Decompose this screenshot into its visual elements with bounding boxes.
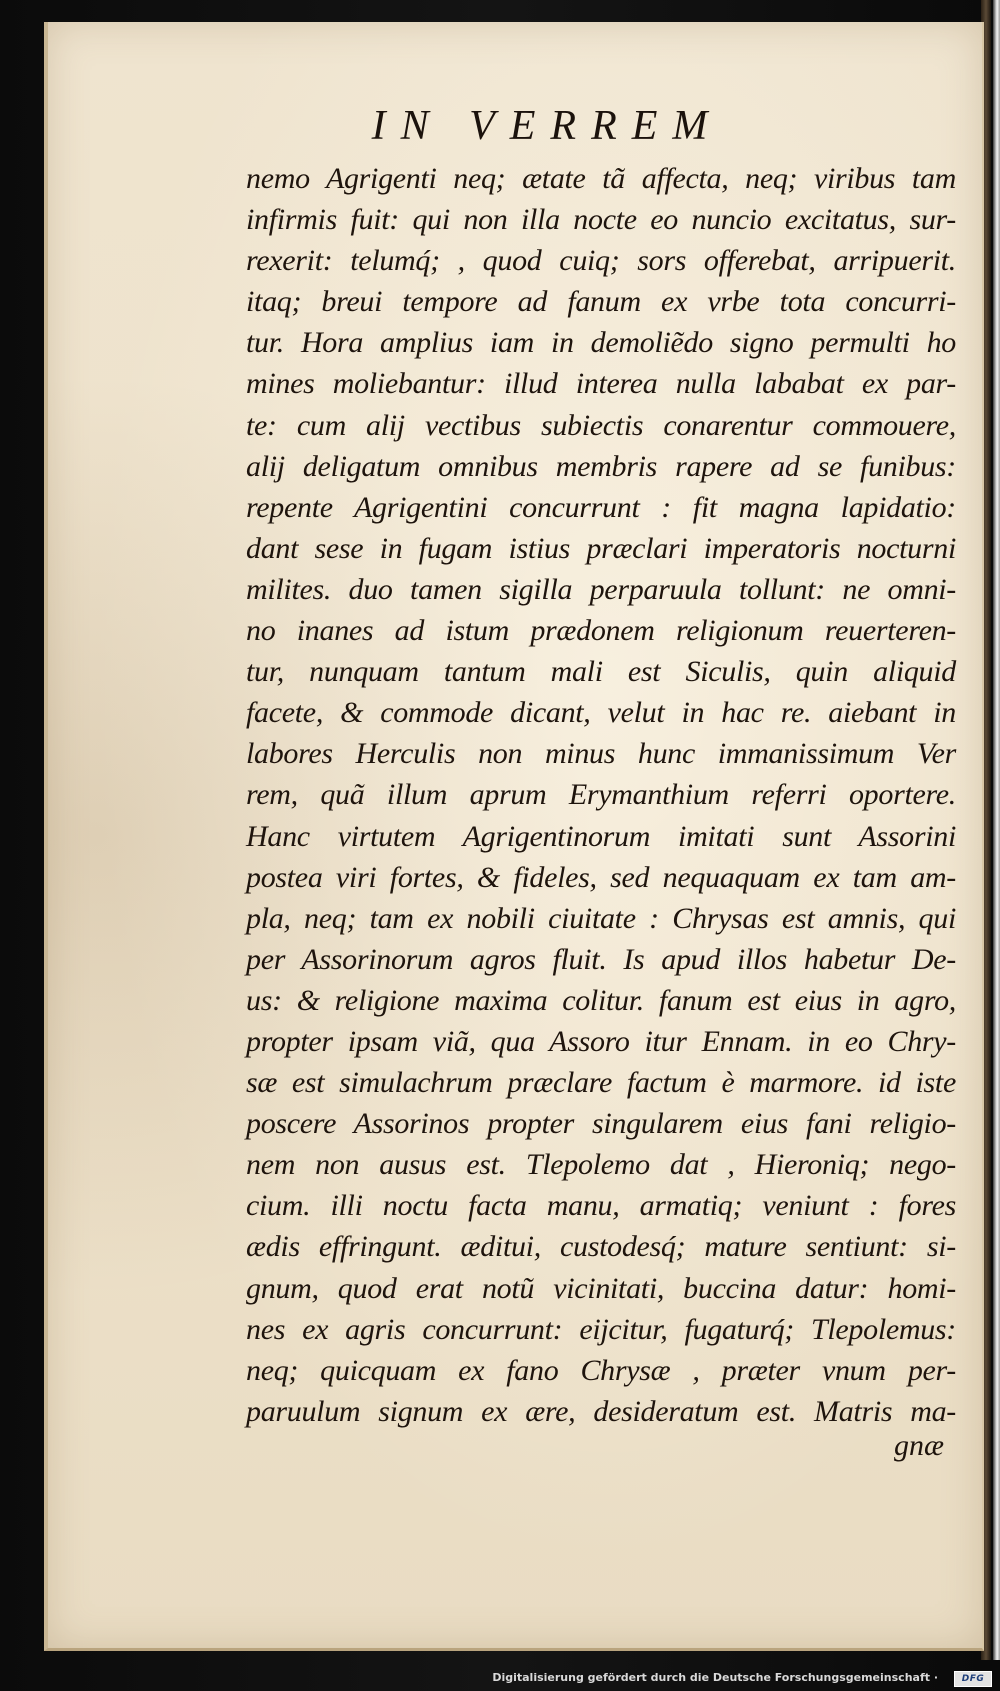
text-line: tur, nunquam tantum mali est Siculis, quin aliquid (246, 655, 956, 689)
text-line: rexerit: telumq́; , quod cuiq; sors offerebat, arripuerit. (246, 244, 956, 278)
catchword: gnæ (894, 1429, 945, 1462)
text-line: nes ex agris concurrunt: eijcitur, fugaturq́; Tlepolemus: (246, 1312, 956, 1346)
text-line: milites. duo tamen sigilla perparuula tollunt: ne omni- (246, 572, 956, 606)
text-line: cium. illi noctu facta manu, armatiq; veniunt : fores (246, 1189, 956, 1223)
text-line: us: & religione maxima colitur. fanum est eius in agro, (246, 983, 956, 1017)
digitization-credit: Digitalisierung gefördert durch die Deutsche Forschungsgemeinschaft · (492, 1671, 938, 1684)
text-line: no inanes ad istum prædonem religionum reuerteren- (246, 614, 956, 648)
text-line: propter ipsam viã, qua Assoro itur Ennam. in eo Chry- (246, 1024, 956, 1058)
text-line: rem, quã illum aprum Erymanthium referri oportere. (246, 778, 956, 812)
text-line: te: cum alij vectibus subiectis conarentur commouere, (246, 408, 956, 442)
text-line: gnum, quod erat notũ vicinitati, buccina datur: homi- (246, 1271, 956, 1305)
text-line: nem non ausus est. Tlepolemo dat , Hieroniq; nego- (246, 1148, 956, 1182)
scanner-edge-strip (993, 0, 1000, 1660)
text-line: neq; quicquam ex fano Chrysæ , præter vnum per- (246, 1353, 956, 1387)
text-line: paruulum signum ex ære, desideratum est. Matris ma- (246, 1394, 956, 1428)
running-header: IN VERREM (371, 103, 723, 149)
text-line: itaq; breui tempore ad fanum ex vrbe tota concurri- (246, 285, 956, 319)
text-line: sæ est simulachrum præclare factum è marmore. id iste (246, 1066, 956, 1100)
dfg-logo-text: DFG (961, 1674, 985, 1684)
text-line: Hanc virtutem Agrigentinorum imitati sunt Assorini (246, 819, 956, 853)
text-line: per Assorinorum agros fluit. Is apud illos habetur De- (246, 942, 956, 976)
text-line: pla, neq; tam ex nobili ciuitate : Chrysas est amnis, qui (246, 901, 956, 935)
text-line: postea viri fortes, & fideles, sed nequaquam ex tam am- (246, 860, 956, 894)
text-line: mines moliebantur: illud interea nulla lababat ex par- (246, 367, 956, 401)
dfg-logo (954, 1671, 992, 1687)
text-line: labores Herculis non minus hunc immanissimum Ver (246, 737, 956, 771)
text-line: nemo Agrigenti neq; ætate tã affecta, neq; viribus tam (246, 162, 956, 195)
text-line: poscere Assorinos propter singularem eius fani religio- (246, 1107, 956, 1141)
text-line: facete, & commode dicant, velut in hac re. aiebant in (246, 696, 956, 730)
page-text-block (246, 158, 956, 1432)
text-line: dant sese in fugam istius præclari imperatoris nocturni (246, 531, 956, 565)
book-page (44, 22, 984, 1651)
text-line: repente Agrigentini concurrunt : fit magna lapidatio: (246, 490, 956, 524)
text-line: tur. Hora amplius iam in demoliẽdo signo permulti ho (246, 326, 956, 360)
text-line: infirmis fuit: qui non illa nocte eo nuncio excitatus, sur- (246, 203, 956, 237)
text-line: alij deligatum omnibus membris rapere ad se funibus: (246, 449, 956, 483)
text-line: ædis effringunt. æditui, custodesq́; mature sentiunt: si- (246, 1230, 956, 1264)
